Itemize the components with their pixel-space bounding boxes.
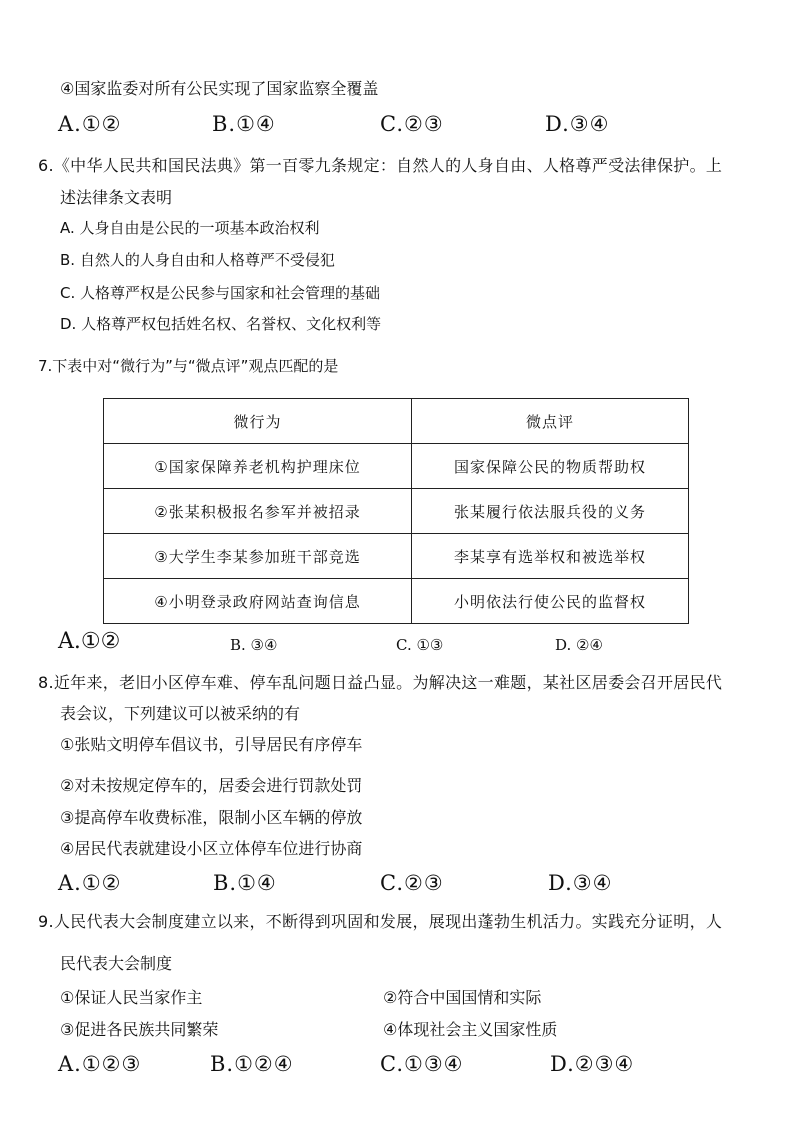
q9-option-b[interactable]: B.①②④ [210, 1052, 294, 1076]
q7-matching-table [103, 398, 689, 624]
q8-stem-line2: 表会议，下列建议可以被采纳的有 [60, 704, 301, 723]
q6-option-d[interactable]: D. 人格尊严权包括姓名权、名誉权、文化权利等 [60, 315, 382, 333]
q9-statement-4: ④体现社会主义国家性质 [383, 1020, 558, 1039]
q6-stem-line2: 述法律条文表明 [60, 188, 173, 207]
q5-statement-4: ④国家监委对所有公民实现了国家监察全覆盖 [60, 79, 379, 98]
table-cell-behavior: ②张某积极报名参军并被招录 [104, 489, 412, 534]
table-cell-comment: 张某履行依法服兵役的义务 [412, 489, 689, 534]
q9-statement-3: ③促进各民族共同繁荣 [60, 1020, 219, 1039]
q6-option-b[interactable]: B. 自然人的人身自由和人格尊严不受侵犯 [60, 251, 335, 269]
q6-option-c[interactable]: C. 人格尊严权是公民参与国家和社会管理的基础 [60, 284, 381, 302]
table-header-row [104, 399, 689, 444]
table-row [104, 579, 689, 624]
q5-option-b[interactable]: B.①④ [212, 112, 276, 136]
q8-option-d[interactable]: D.③④ [548, 871, 613, 895]
table-cell-behavior: ①国家保障养老机构护理床位 [104, 444, 412, 489]
q7-option-c[interactable]: C. ①③ [396, 636, 444, 654]
table-cell-comment: 国家保障公民的物质帮助权 [412, 444, 689, 489]
q7-stem: 7.下表中对“微行为”与“微点评”观点匹配的是 [38, 357, 339, 375]
q5-option-a[interactable]: A.①② [58, 112, 122, 136]
table-header-comment: 微点评 [412, 399, 689, 444]
q8-option-b[interactable]: B.①④ [213, 871, 277, 895]
q7-option-d[interactable]: D. ②④ [555, 636, 603, 654]
q8-statement-2: ②对未按规定停车的，居委会进行罚款处罚 [60, 776, 363, 795]
q8-statement-4: ④居民代表就建设小区立体停车位进行协商 [60, 839, 363, 858]
q7-option-b[interactable]: B. ③④ [230, 636, 278, 654]
q6-stem-line1: 6.《中华人民共和国民法典》第一百零九条规定：自然人的人身自由、人格尊严受法律保护。上 [38, 156, 723, 175]
table-header-behavior: 微行为 [104, 399, 412, 444]
q8-option-c[interactable]: C.②③ [380, 871, 444, 895]
q9-option-d[interactable]: D.②③④ [550, 1052, 635, 1076]
table-row [104, 534, 689, 579]
table-row [104, 489, 689, 534]
q8-option-a[interactable]: A.①② [58, 871, 122, 895]
q9-option-a[interactable]: A.①②③ [58, 1052, 142, 1076]
q5-option-c[interactable]: C.②③ [380, 112, 444, 136]
q9-stem-line2: 民代表大会制度 [60, 954, 173, 973]
q9-option-c[interactable]: C.①③④ [380, 1052, 464, 1076]
q9-statement-2: ②符合中国国情和实际 [383, 988, 542, 1007]
q7-option-a[interactable]: A.①② [58, 629, 121, 654]
table-cell-comment: 李某享有选举权和被选举权 [412, 534, 689, 579]
q5-option-d[interactable]: D.③④ [545, 112, 610, 136]
q9-statement-1: ①保证人民当家作主 [60, 988, 203, 1007]
q9-stem-line1: 9.人民代表大会制度建立以来，不断得到巩固和发展，展现出蓬勃生机活力。实践充分证明，人 [38, 912, 723, 931]
table-cell-behavior: ③大学生李某参加班干部竞选 [104, 534, 412, 579]
q8-statement-3: ③提高停车收费标准，限制小区车辆的停放 [60, 808, 363, 827]
table-row [104, 444, 689, 489]
table-cell-behavior: ④小明登录政府网站查询信息 [104, 579, 412, 624]
q6-option-a[interactable]: A. 人身自由是公民的一项基本政治权利 [60, 219, 320, 237]
table-cell-comment: 小明依法行使公民的监督权 [412, 579, 689, 624]
q8-stem-line1: 8.近年来，老旧小区停车难、停车乱问题日益凸显。为解决这一难题，某社区居委会召开居民代 [38, 673, 723, 692]
q8-statement-1: ①张贴文明停车倡议书，引导居民有序停车 [60, 735, 363, 754]
